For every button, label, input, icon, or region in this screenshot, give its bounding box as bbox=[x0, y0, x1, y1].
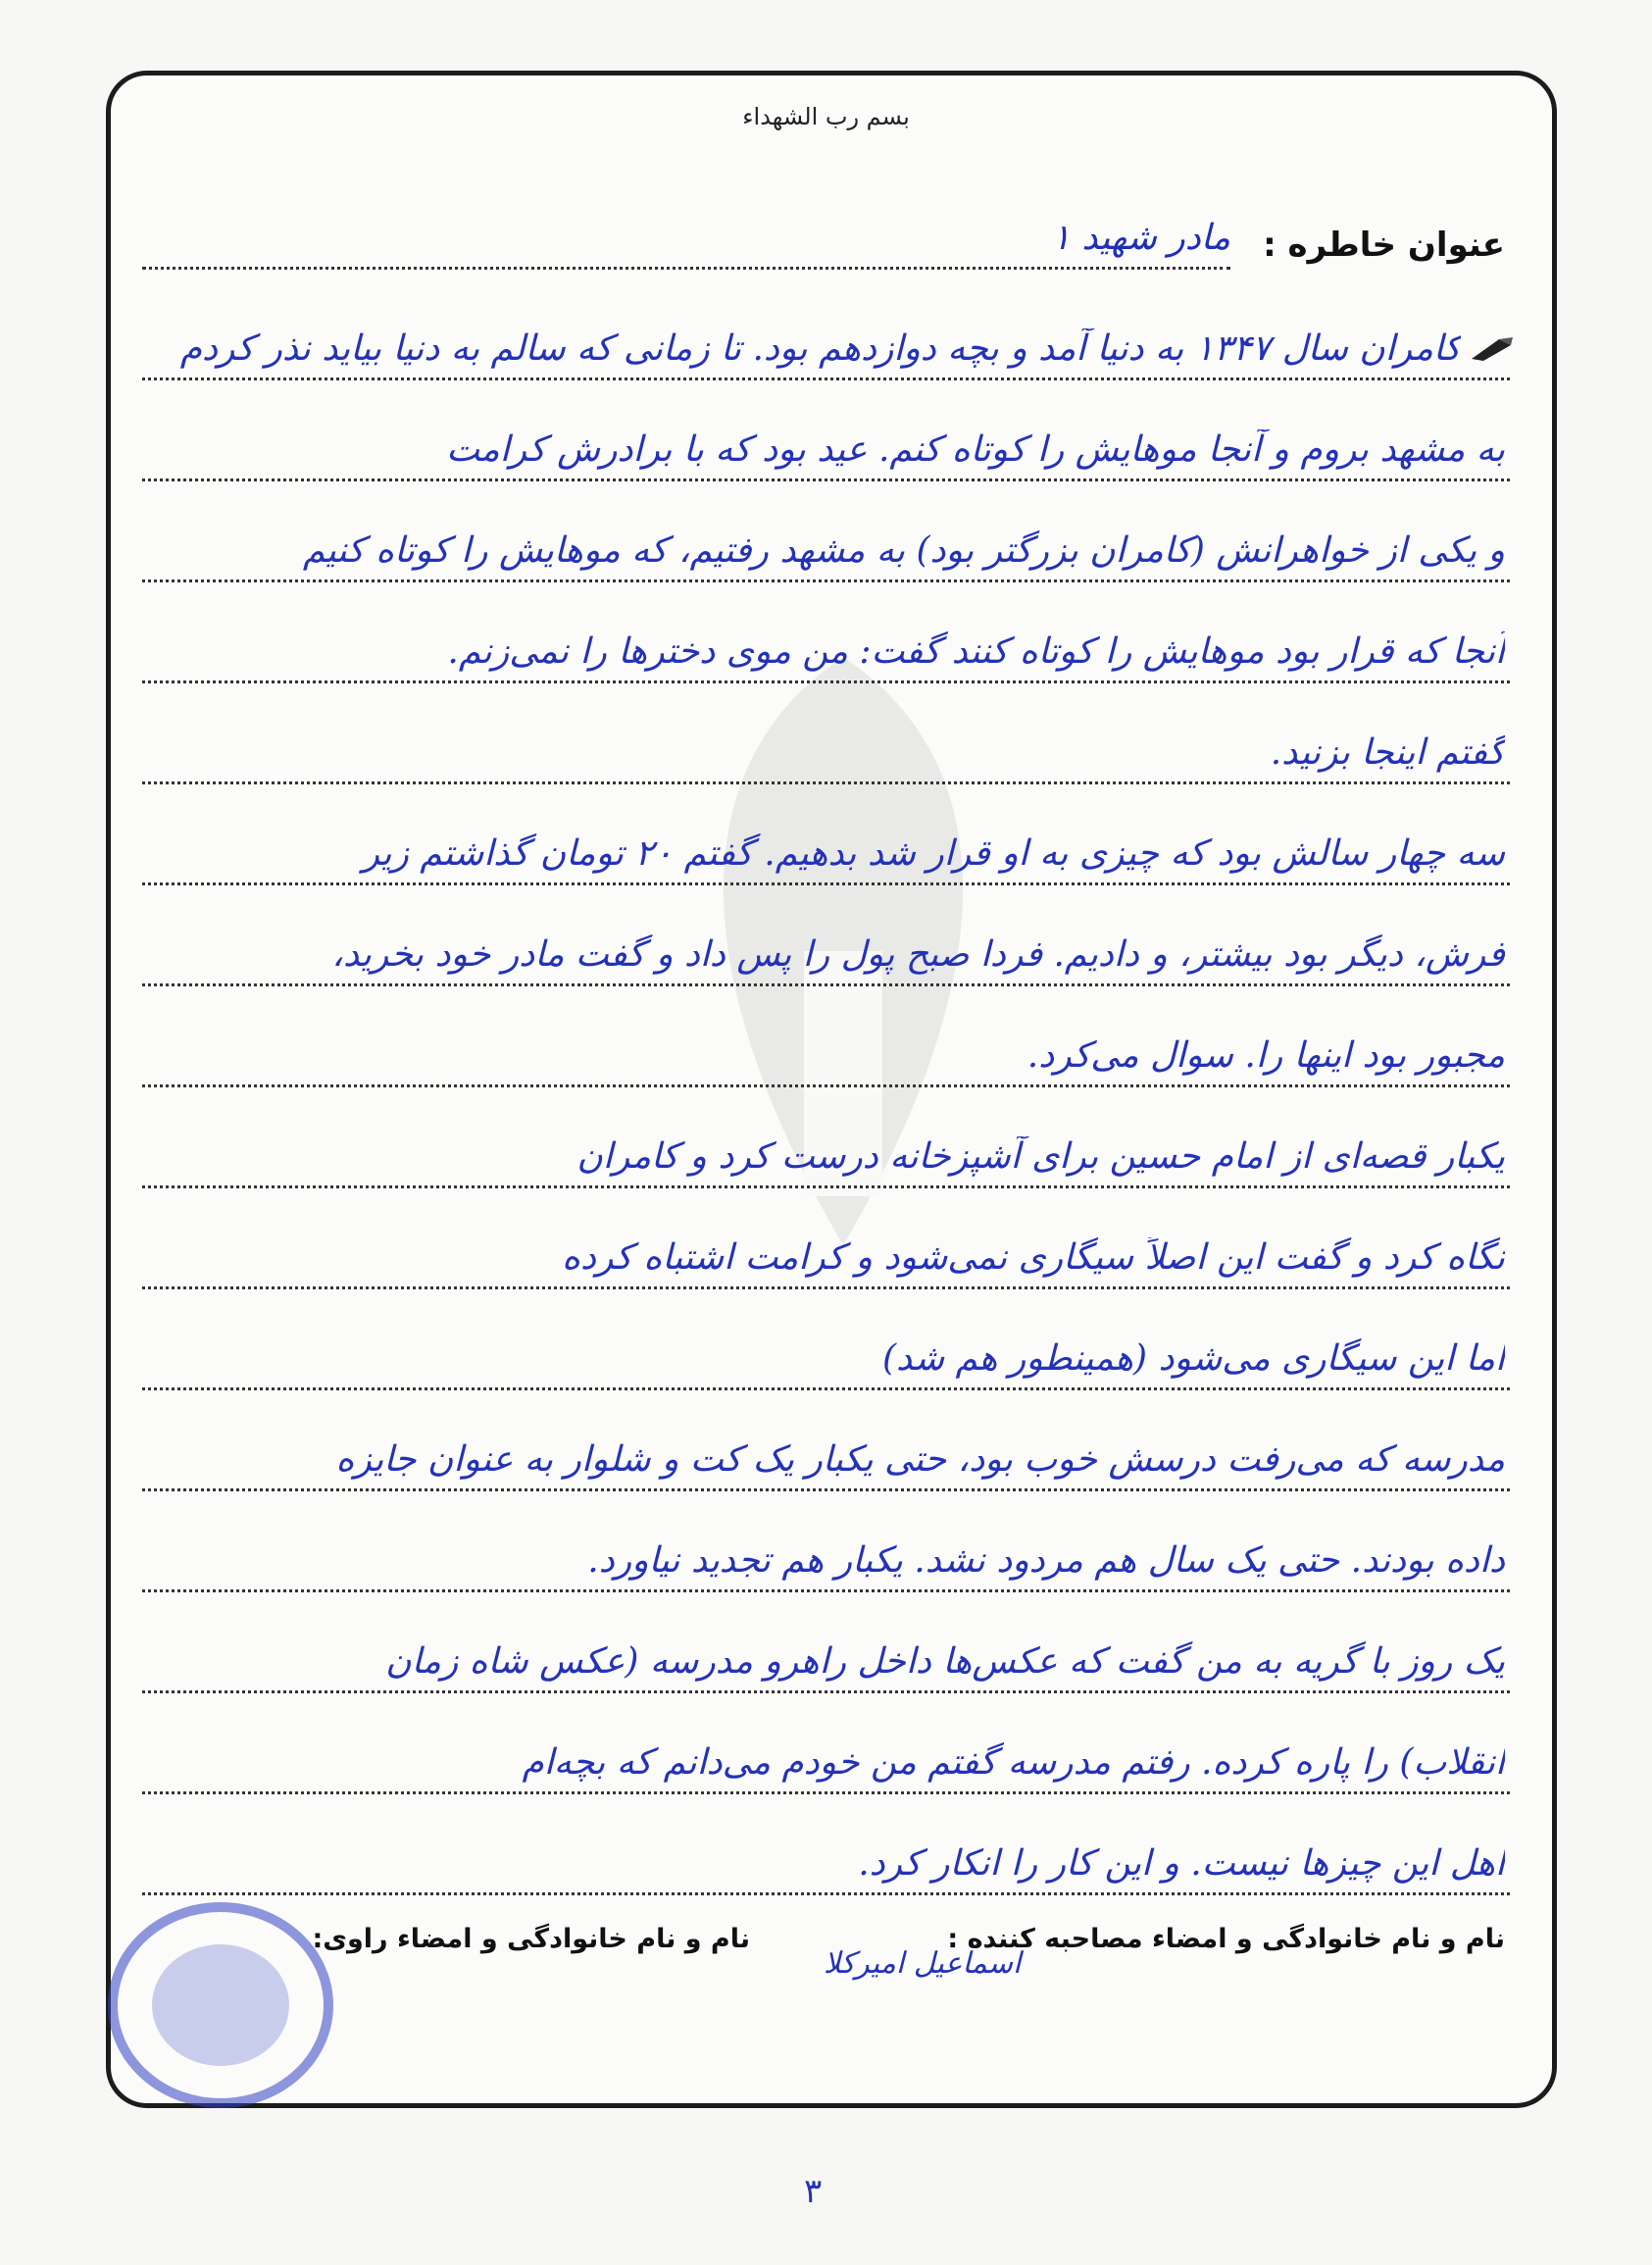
stamp-seal bbox=[98, 1892, 343, 2118]
handwritten-line: فرش، دیگر بود بیشتر، و دادیم. فردا صبح پول را پس داد و گفت مادر خود بخرید، bbox=[331, 934, 1505, 975]
handwritten-line: اما این سیگاری می‌شود (همینطور هم شد) bbox=[882, 1338, 1505, 1379]
title-dotted-line bbox=[142, 267, 1230, 270]
dotted-rule bbox=[142, 1892, 1510, 1895]
handwritten-line: انقلاب) را پاره کرده. رفتم مدرسه گفتم من خودم می‌دانم که بچه‌ام bbox=[522, 1742, 1505, 1783]
dotted-rule bbox=[142, 680, 1510, 683]
handwritten-line: اهل این چیزها نیست. و این کار را انکار کرد. bbox=[858, 1843, 1505, 1884]
handwritten-line: داده بودند. حتی یک سال هم مردود نشد. یکبار هم تجدید نیاورد. bbox=[587, 1540, 1505, 1581]
interviewer-signature-label: نام و نام خانوادگی و امضاء مصاحبه کننده : bbox=[947, 1924, 1505, 1954]
page-number: ۳ bbox=[804, 2172, 823, 2211]
handwritten-line: سه چهار سالش بود که چیزی به او قرار شد بدهیم. گفتم ۲۰ تومان گذاشتم زیر bbox=[362, 833, 1505, 874]
handwritten-line: به مشهد بروم و آنجا موهایش را کوتاه کنم. عید بود که با برادرش کرامت bbox=[446, 429, 1505, 470]
pen-icon bbox=[1470, 335, 1515, 363]
dotted-rule bbox=[142, 1084, 1510, 1087]
handwritten-line: آنجا که قرار بود موهایش را کوتاه کنند گفت: من موی دخترها را نمی‌زنم. bbox=[447, 631, 1505, 672]
dotted-rule bbox=[142, 1488, 1510, 1491]
page-frame bbox=[106, 71, 1557, 2108]
handwritten-line: یک روز با گریه به من گفت که عکس‌ها داخل راهرو مدرسه (عکس شاه زمان bbox=[385, 1641, 1505, 1682]
interviewer-signature: اسماعیل امیرکلا bbox=[824, 1946, 1022, 1981]
narrator-signature-label: نام و نام خانوادگی و امضاء راوی: bbox=[312, 1924, 750, 1954]
handwritten-line: مدرسه که می‌رفت درسش خوب بود، حتی یکبار یک کت و شلوار به عنوان جایزه bbox=[335, 1439, 1505, 1480]
dotted-rule bbox=[142, 1791, 1510, 1794]
memory-title-label: عنوان خاطره : bbox=[1263, 226, 1505, 265]
handwritten-line: کامران سال ۱۳۴۷ به دنیا آمد و بچه دوازدهم بود. تا زمانی که سالم به دنیا بیاید نذر کردم bbox=[179, 328, 1461, 369]
handwritten-line: یکبار قصه‌ای از امام حسین برای آشپزخانه درست کرد و کامران bbox=[576, 1136, 1505, 1177]
dotted-rule bbox=[142, 1286, 1510, 1289]
memory-title-value: مادر شهید ۱ bbox=[1051, 218, 1230, 258]
handwritten-line: مجبور بود اینها را. سوال می‌کرد. bbox=[1026, 1035, 1505, 1076]
dotted-rule bbox=[142, 882, 1510, 885]
dotted-rule bbox=[142, 478, 1510, 481]
dotted-rule bbox=[142, 579, 1510, 582]
handwritten-line: گفتم اینجا بزنید. bbox=[1270, 732, 1505, 773]
handwritten-line: نگاه کرد و گفت این اصلاً سیگاری نمی‌شود و کرامت اشتباه کرده bbox=[562, 1237, 1505, 1278]
dotted-rule bbox=[142, 378, 1510, 380]
dotted-rule bbox=[142, 1690, 1510, 1693]
dotted-rule bbox=[142, 1589, 1510, 1592]
dotted-rule bbox=[142, 1185, 1510, 1188]
dotted-rule bbox=[142, 983, 1510, 986]
handwritten-line: و یکی از خواهرانش (کامران بزرگتر بود) به مشهد رفتیم، که موهایش را کوتاه کنیم bbox=[302, 530, 1505, 571]
dotted-rule bbox=[142, 781, 1510, 784]
basmala-header: بسم رب الشهداء bbox=[742, 103, 910, 130]
dotted-rule bbox=[142, 1387, 1510, 1390]
